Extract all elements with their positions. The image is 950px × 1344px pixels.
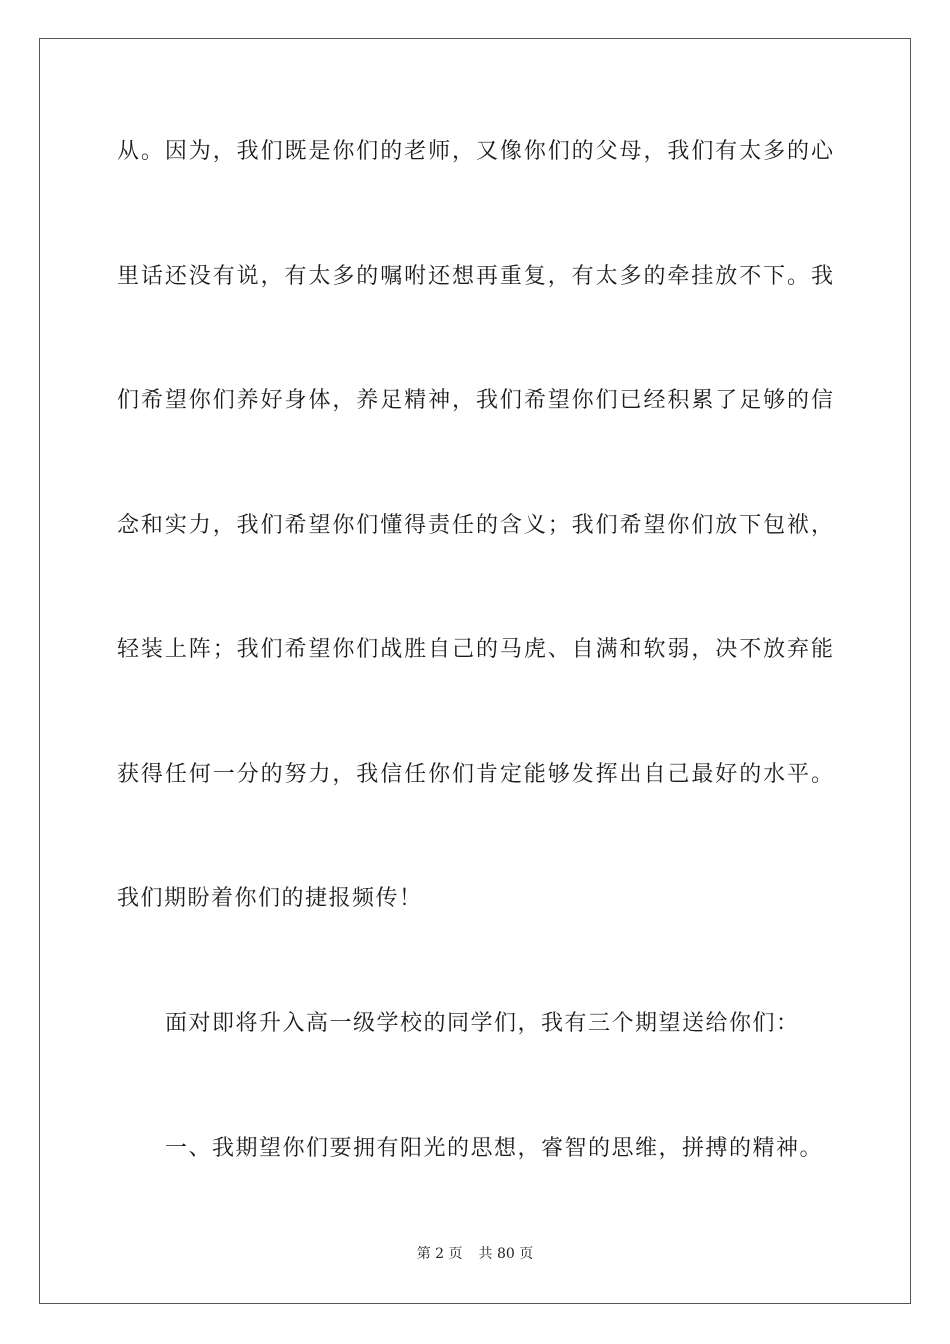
page-total: 共 80 页: [478, 1246, 534, 1262]
body-line-5: 轻装上阵；我们希望你们战胜自己的马虎、自满和软弱，决不放弃能: [117, 637, 833, 662]
body-line-4: 念和实力，我们希望你们懂得责任的含义；我们希望你们放下包袱，: [117, 513, 833, 538]
body-line-7: 我们期盼着你们的捷报频传！: [117, 886, 423, 911]
paragraph-intro-line: 面对即将升入高一级学校的同学们，我有三个期望送给你们：: [165, 1011, 800, 1036]
body-line-3: 们希望你们养好身体，养足精神，我们希望你们已经积累了足够的信: [117, 388, 833, 413]
body-line-2: 里话还没有说，有太多的嘱咐还想再重复，有太多的牵挂放不下。我: [117, 264, 833, 289]
page-number: 第 2 页: [416, 1246, 463, 1262]
paragraph-point-one-line: 一、我期望你们要拥有阳光的思想，睿智的思维，拼搏的精神。: [165, 1136, 824, 1161]
body-line-1: 从。因为，我们既是你们的老师，又像你们的父母，我们有太多的心: [117, 139, 833, 164]
page-footer: [0, 1244, 950, 1264]
page-frame: [39, 38, 911, 1304]
body-line-6: 获得任何一分的努力，我信任你们肯定能够发挥出自己最好的水平。: [117, 762, 833, 787]
